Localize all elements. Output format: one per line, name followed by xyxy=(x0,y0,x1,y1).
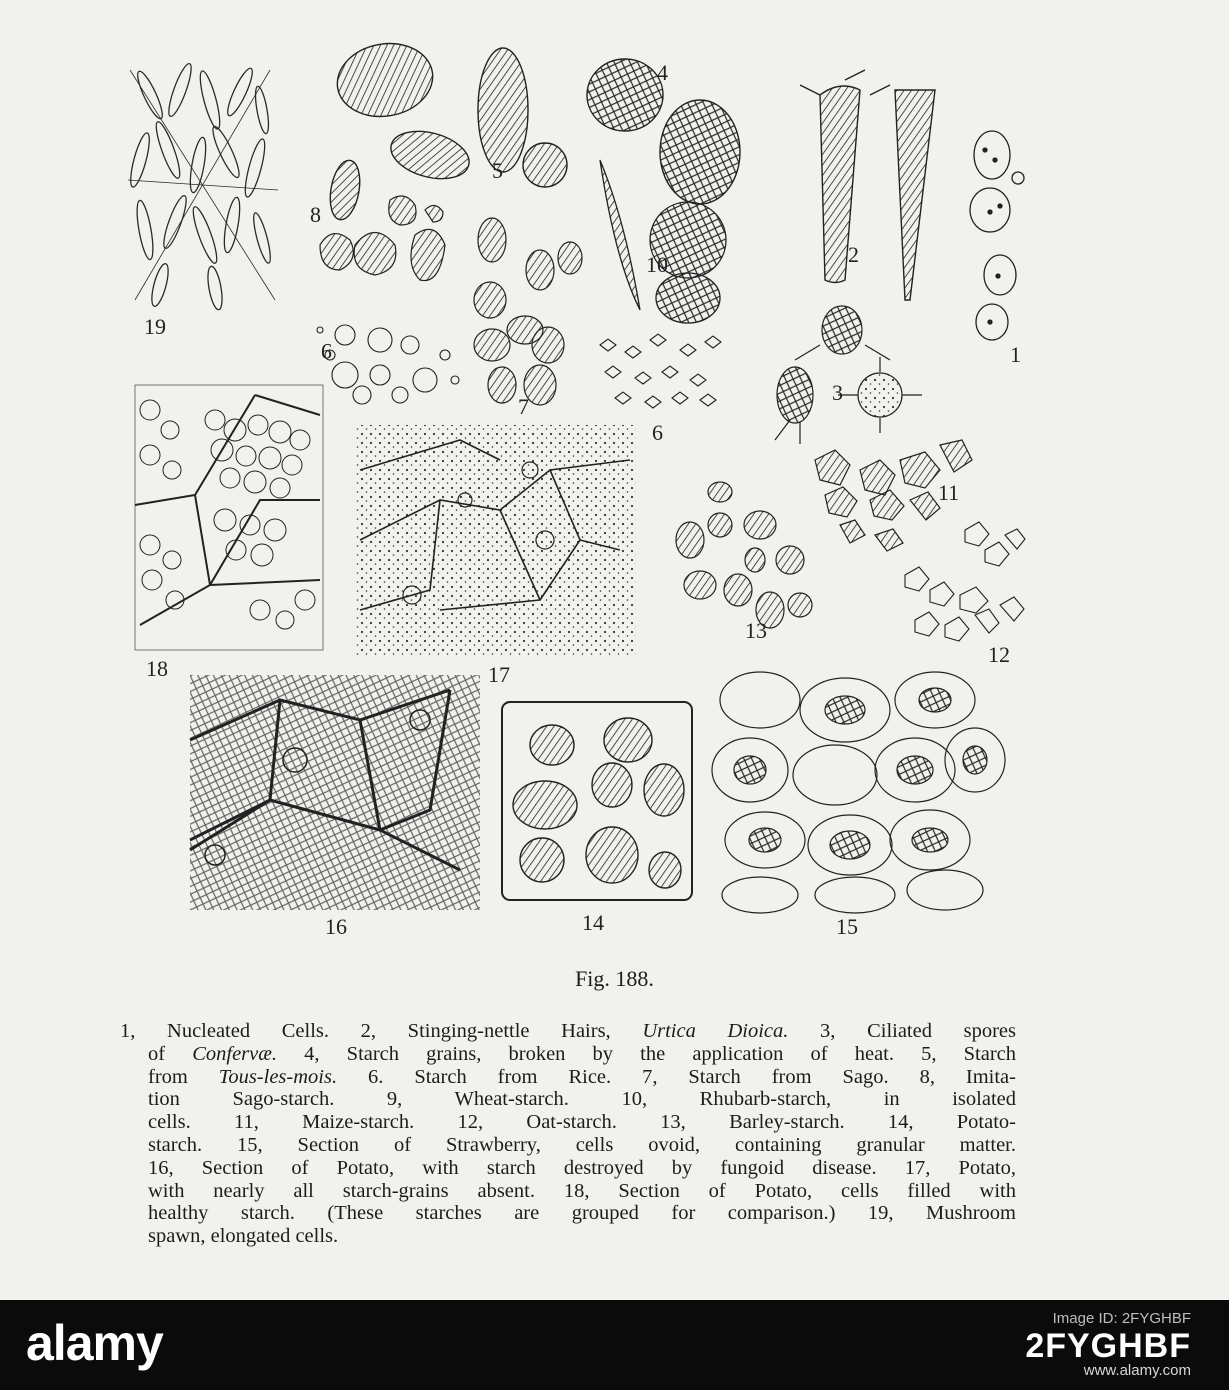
panel-1-nucleated-cells xyxy=(970,131,1024,340)
alamy-logo[interactable] xyxy=(26,1314,163,1372)
panel-17-potato-absent-starch xyxy=(356,425,636,655)
panel-14-potato-starch xyxy=(502,702,692,900)
caption-text: of xyxy=(148,1042,193,1065)
caption-italic: Urtica Dioica. xyxy=(642,1020,789,1042)
panel-label-6: 6 xyxy=(652,420,663,445)
figure-title: Fig. 188. xyxy=(575,966,654,991)
caption-line: tion Sago-starch. 9, Wheat-starch. 10, Rhubarb-starch, in isolated xyxy=(148,1088,1016,1111)
panel-label-9: 9 xyxy=(321,339,332,364)
figure-caption xyxy=(120,1020,1016,1248)
panel-15-strawberry-section xyxy=(712,672,1005,913)
image-id-label: Image ID: 2FYGHBF xyxy=(1052,1310,1191,1327)
image-id-block xyxy=(1025,1310,1191,1366)
panel-label-19: 19 xyxy=(144,314,166,339)
image-id-code: 2FYGHBF xyxy=(1025,1327,1191,1365)
panel-3-ciliated-spores xyxy=(775,306,922,444)
caption-line: with nearly all starch-grains absent. 18, Section of Potato, cells filled with xyxy=(148,1179,1016,1202)
caption-line: cells. 11, Maize-starch. 12, Oat-starch. 13, Barley-starch. 14, Potato- xyxy=(148,1111,1016,1134)
caption-line: starch. 15, Section of Strawberry, cells ovoid, containing granular matter. xyxy=(148,1133,1016,1156)
panel-label-15: 15 xyxy=(836,914,858,939)
panel-6-rice-starch xyxy=(600,334,721,408)
panel-label-16: 16 xyxy=(325,914,347,939)
caption-text: from xyxy=(148,1065,219,1088)
panel-7-sago-starch xyxy=(474,218,582,405)
caption-line: healthy starch. (These starches are grouped for comparison.) 19, Mushroom xyxy=(148,1202,1016,1225)
panel-19-mushroom-spawn xyxy=(127,62,278,311)
panel-label-3: 3 xyxy=(832,380,843,405)
panel-label-1: 1 xyxy=(1010,342,1021,367)
panel-12-oat-starch xyxy=(905,522,1025,641)
panel-label-10: 10 xyxy=(646,252,668,277)
caption-text: 3, Ciliated spores xyxy=(788,1020,1016,1042)
panel-16-diseased-potato xyxy=(190,675,480,910)
panel-label-11: 11 xyxy=(938,480,960,505)
panel-label-14: 14 xyxy=(582,910,604,935)
panel-5-tous-les-mois-starch xyxy=(326,36,567,222)
panel-label-4: 4 xyxy=(657,60,668,85)
panel-2-nettle-hairs xyxy=(800,70,935,300)
site-url[interactable]: www.alamy.com xyxy=(1083,1362,1191,1379)
panel-label-17: 17 xyxy=(488,662,510,687)
caption-line xyxy=(120,1043,1016,1066)
panel-label-18: 18 xyxy=(146,656,168,681)
caption-text: 1, Nucleated Cells. 2, Stinging-nettle Hairs, xyxy=(120,1020,643,1042)
panel-label-5: 5 xyxy=(492,158,503,183)
caption-line: 16, Section of Potato, with starch destroyed by fungoid disease. 17, Potato, xyxy=(148,1156,1016,1179)
caption-italic: Tous-les-mois. xyxy=(218,1065,338,1088)
panel-label-8: 8 xyxy=(310,202,321,227)
stock-banner xyxy=(0,1300,1229,1390)
panel-label-12: 12 xyxy=(988,642,1010,667)
caption-italic: Confervæ. xyxy=(192,1042,278,1065)
caption-text: 4, Starch grains, broken by the application of heat. 5, Starch xyxy=(277,1042,1016,1065)
caption-line xyxy=(120,1020,1016,1043)
caption-line: spawn, elongated cells. xyxy=(148,1225,339,1248)
panel-label-7: 7 xyxy=(518,394,529,419)
panel-label-13: 13 xyxy=(745,618,767,643)
caption-line xyxy=(120,1066,1016,1089)
panel-9-wheat-starch xyxy=(317,325,459,404)
panel-label-2: 2 xyxy=(848,242,859,267)
panel-18-healthy-potato xyxy=(135,385,323,650)
caption-text: 6. Starch from Rice. 7, Starch from Sago. 8, Imita- xyxy=(337,1065,1016,1088)
panel-13-barley-starch xyxy=(676,482,812,628)
logo-text: alamy xyxy=(26,1315,163,1371)
